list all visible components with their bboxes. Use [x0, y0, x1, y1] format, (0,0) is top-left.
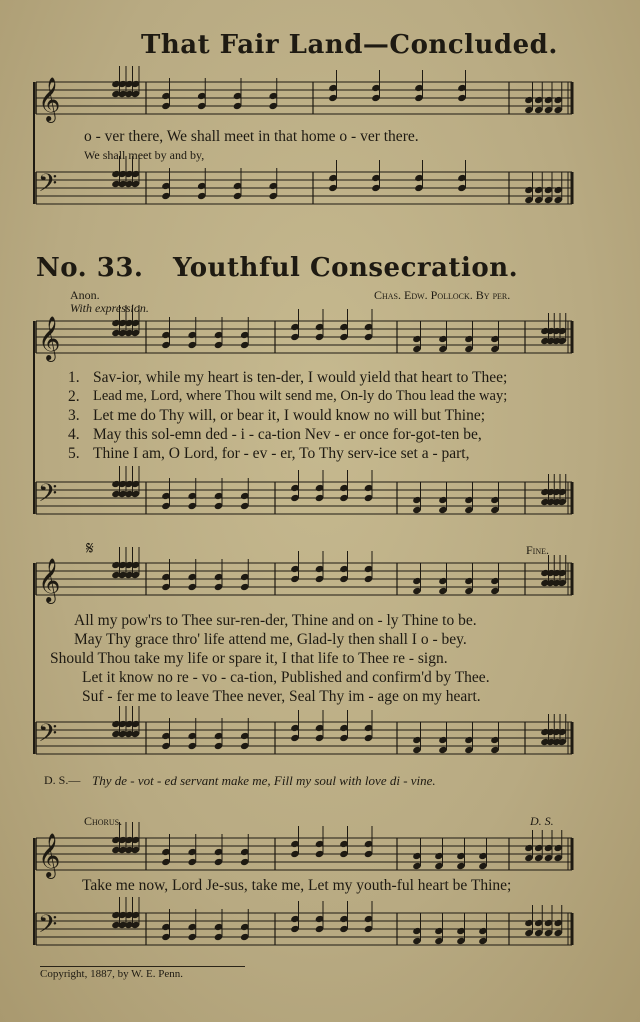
ds-label: D. S.— [44, 773, 81, 787]
chorus-lyric: Take me now, Lord Je-sus, take me, Let my youth-ful heart be Thine; [82, 877, 512, 894]
verse-line: Let me do Thy will, or bear it, I would know no will but Thine; [93, 407, 486, 424]
bass-clef: 𝄢 [38, 479, 58, 514]
chorus-label: Chorus. [84, 814, 123, 828]
verse-number: 5. [68, 445, 80, 462]
verse-line: May this sol-emn ded - i - ca-tion Nev - er once for-got-ten be, [93, 426, 482, 443]
hymn-number: No. 33. [36, 253, 144, 283]
composer-credit: Chas. Edw. Pollock. By per. [374, 288, 511, 302]
bass-clef: 𝄢 [38, 169, 58, 204]
fine-marking: Fine. [526, 543, 550, 557]
lyricist-credit: Anon. [70, 288, 100, 302]
lyric-line: o - ver there, We shall meet in that home o - ver there. [84, 128, 419, 145]
treble-clef: 𝄞 [38, 316, 61, 360]
verse-number: 4. [68, 426, 80, 443]
verse-line: Suf - fer me to leave Thee never, Seal Thy im - age on my heart. [82, 688, 481, 705]
treble-clef: 𝄞 [38, 833, 61, 877]
verse-line: Sav-ior, while my heart is ten-der, I would yield that heart to Thee; [93, 369, 508, 386]
verse-number: 1. [68, 369, 80, 386]
verse-line: Let it know no re - vo - ca-tion, Published and confirm'd by Thee. [82, 669, 490, 686]
verse-line: Should Thou take my life or spare it, I that life to Thee re - sign. [50, 650, 448, 667]
segno-sign: 𝄋 [86, 538, 94, 558]
verse-line: Lead me, Lord, where Thou wilt send me, On-ly do Thou lead the way; [93, 388, 508, 404]
tempo-marking: With expression. [70, 301, 149, 315]
section-title-that-fair-land: That Fair Land—Concluded. [141, 30, 558, 60]
verse-line: Thine I am, O Lord, for - ev - er, To Thy serv-ice set a - part, [93, 445, 470, 462]
chorus-ds-marking: D. S. [530, 814, 554, 828]
treble-clef: 𝄞 [38, 558, 61, 602]
verse-line: May Thy grace thro' life attend me, Glad-ly then shall I o - bey. [74, 631, 467, 648]
lyric-echo-line: We shall meet by and by, [84, 148, 205, 162]
hymn-title: Youthful Consecration. [173, 253, 519, 283]
bass-clef: 𝄢 [38, 910, 58, 945]
treble-clef: 𝄞 [38, 77, 61, 121]
copyright-notice: Copyright, 1887, by W. E. Penn. [40, 966, 245, 980]
verse-number: 3. [68, 407, 80, 424]
verse-line: All my pow'rs to Thee sur-ren-der, Thine and on - ly Thine to be. [74, 612, 477, 629]
bass-clef: 𝄢 [38, 719, 58, 754]
verse-number: 2. [68, 388, 80, 405]
ds-lyric: Thy de - vot - ed servant make me, Fill my soul with love di - vine. [92, 773, 436, 788]
